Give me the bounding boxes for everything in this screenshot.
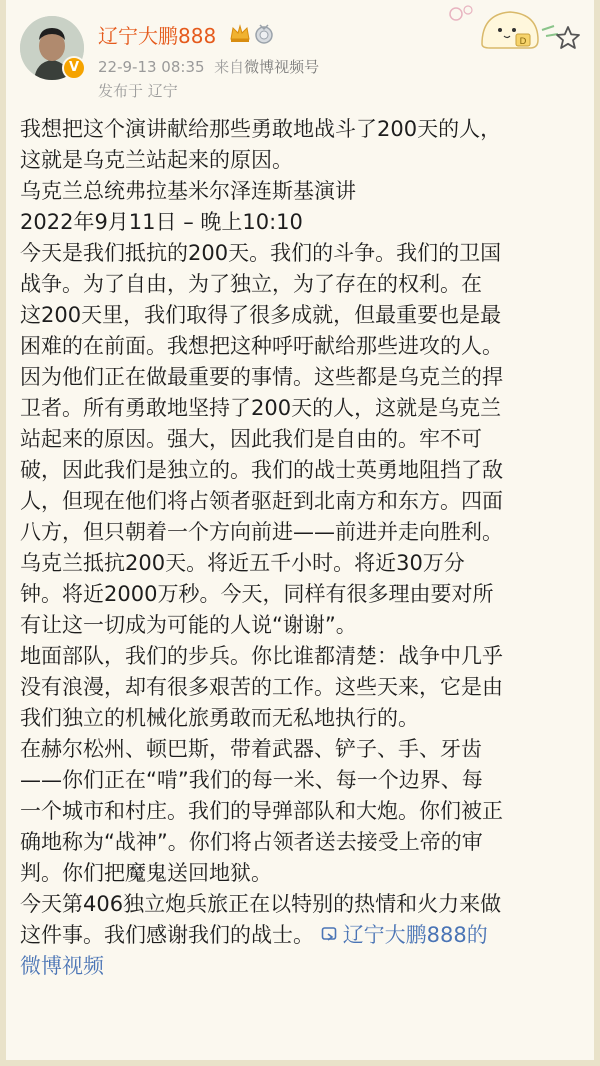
post-line: 八方，但只朝着一个方向前进——前进并走向胜利。 [20,520,503,544]
post-line: 乌克兰抵抗200天。将近五千小时。将近30万分 [20,551,465,575]
post-line: 这200天里，我们取得了很多成就，但最重要也是最 [20,303,502,327]
post-line: 2022年9月11日 – 晚上10:10 [20,210,303,234]
post-line: 战争。为了自由，为了独立，为了存在的权利。在 [20,272,482,296]
last-line-text: 这件事。我们感谢我们的战士。 [20,923,321,947]
post-line: 确地称为“战神”。你们将占领者送去接受上帝的审 [20,830,483,854]
post-line: 我想把这个演讲献给那些勇敢地战斗了200天的人， [20,117,502,141]
post-line: 我们独立的机械化旅勇敢而无私地执行的。 [20,706,419,730]
post-line: 破，因此我们是独立的。我们的战士英勇地阻挡了敌 [20,458,503,482]
post-line-final [20,920,585,951]
medal-icon [253,23,275,45]
post-line: 今天是我们抵抗的200天。我们的斗争。我们的卫国 [20,241,502,265]
timestamp: 22-9-13 08:35 [98,58,205,76]
post-line: 困难的在前面。我想把这种呼吁献给那些进攻的人。 [20,334,503,358]
video-link-text-2[interactable]: 微博视频 [20,954,104,978]
post-line: 这就是乌克兰站起来的原因。 [20,148,293,172]
post-body [20,114,585,982]
crown-icon [229,23,251,43]
location: 发布于 辽宁 [98,82,178,100]
post-line: 在赫尔松州、顿巴斯，带着武器、铲子、手、牙齿 [20,737,482,761]
source-link[interactable]: 微博视频号 [244,58,320,76]
post-lines [20,114,585,920]
post-line: ——你们正在“啃”我们的每一米、每一个边界、每 [20,768,483,792]
username[interactable]: 辽宁大鹏888 [98,24,217,48]
post-line: 人，但现在他们将占领者驱赶到北南方和东方。四面 [20,489,503,513]
post-line: 站起来的原因。强大，因此我们是自由的。牢不可 [20,427,482,451]
post-line: 卫者。所有勇敢地坚持了200天的人，这就是乌克兰 [20,396,502,420]
post-line: 地面部队，我们的步兵。你比谁都清楚：战争中几乎 [20,644,503,668]
post-line: 今天第406独立炮兵旅正在以特别的热情和火力来做 [20,892,502,916]
post-line: 一个城市和村庄。我们的导弹部队和大炮。你们被正 [20,799,503,823]
post-line: 因为他们正在做最重要的事情。这些都是乌克兰的捍 [20,365,503,389]
post-meta [98,56,319,77]
source-prefix: 来自 [214,58,245,76]
video-link-icon [321,926,341,944]
video-link-text: 辽宁大鹏888的 [342,923,488,947]
bread-mascot-icon [442,0,560,52]
post-line: 没有浪漫，却有很多艰苦的工作。这些天来，它是由 [20,675,503,699]
post-line: 钟。将近2000万秒。今天，同样有很多理由要对所 [20,582,494,606]
post-line: 判。你们把魔鬼送回地狱。 [20,861,272,885]
video-link[interactable] [321,923,488,947]
post-line: 乌克兰总统弗拉基米尔泽连斯基演讲 [20,179,356,203]
verified-badge-icon: V [62,56,86,80]
post-line: 有让这一切成为可能的人说“谢谢”。 [20,613,357,637]
star-icon[interactable] [554,24,582,52]
svg-text:D: D [519,37,527,47]
